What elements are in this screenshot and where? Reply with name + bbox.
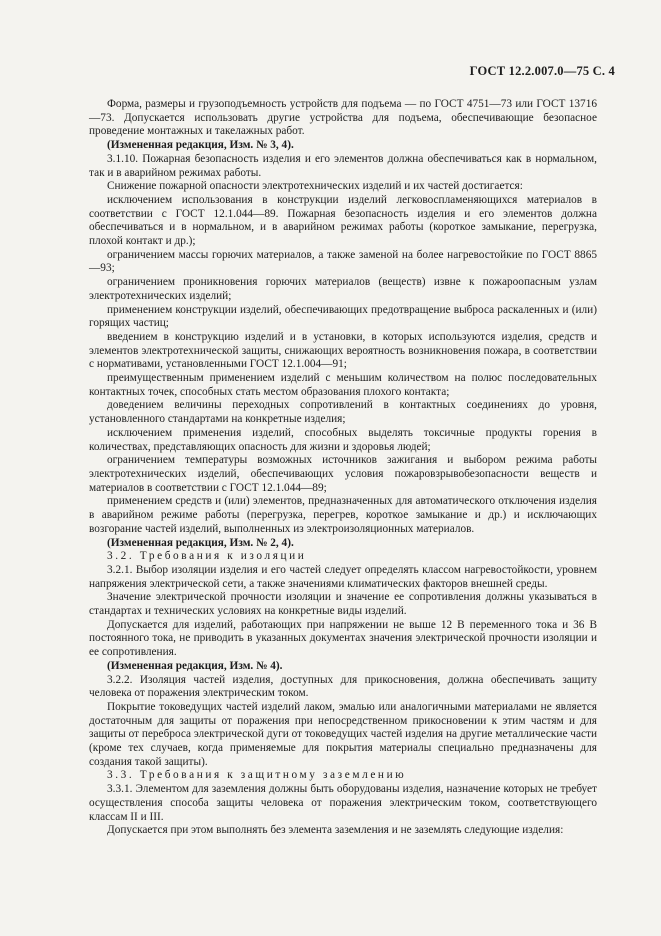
document-body bbox=[89, 98, 597, 838]
paragraph: Допускается при этом выполнять без элемента заземления и не заземлять следующие изделия: bbox=[107, 824, 564, 837]
amendment-note: (Измененная редакция, Изм. № 2, 4). bbox=[107, 536, 294, 549]
amendment-note: (Измененная редакция, Изм. № 4). bbox=[107, 659, 283, 672]
list-item: исключением применения изделий, способных выделять токсичные продукты горения в количествах, представляющих опасность для жизни и здоровья людей; bbox=[89, 426, 597, 453]
section-heading: 3.3. Требования к защитному заземлению bbox=[107, 769, 407, 782]
list-item: преимущественным применением изделий с меньшим количеством на полюс последовательных контактных точек, способных стать местом образования плохого контакта; bbox=[89, 372, 597, 398]
list-item: доведением величины переходных сопротивлений в контактных соединениях до уровня, установленного стандартами на конкретные изделия; bbox=[89, 399, 597, 426]
list-item: применением конструкции изделий, обеспечивающих предотвращение выброса раскаленных и (или) горящих частиц; bbox=[89, 303, 597, 330]
list-item: исключением использования в конструкции изделий легковоспламеняющихся материалов в соответствии с ГОСТ 12.1.044—89. Пожарная безопасность изделия и его элементов должна обеспечиваться и в нормальном, и в аварийном режимах работы (короткое замыкание, перегрузка, плохой контакт и др.); bbox=[89, 193, 597, 248]
page-header: ГОСТ 12.2.007.0—75 С. 4 bbox=[469, 64, 615, 78]
paragraph: 3.2.2. Изоляция частей изделия, доступных для прикосновения, должна обеспечивать защиту человека от поражения электрическим током. bbox=[89, 673, 597, 700]
paragraph: Снижение пожарной опасности электротехнических изделий и их частей достигается: bbox=[107, 180, 523, 193]
paragraph: Покрытие токоведущих частей изделий лаком, эмалью или аналогичными материалами не является достаточным для защиты от поражения при непосредственном прикосновении к этим частям и для защиты от переброса электрической дуги от токоведущих частей изделия на другие металлические части (кроме тех случаев, когда применяемые для покрытия материалы специально предназначены для создания такой защиты). bbox=[89, 700, 597, 768]
paragraph: 3.2.1. Выбор изоляции изделия и его частей следует определять классом нагревостойкости, уровнем напряжения электрической сети, а также значениями климатических факторов внешней среды. bbox=[89, 563, 597, 590]
paragraph: 3.1.10. Пожарная безопасность изделия и его элементов должна обеспечиваться как в нормальном, так и в аварийном режимах работы. bbox=[89, 152, 597, 179]
paragraph: Допускается для изделий, работающих при напряжении не выше 12 В переменного тока и 36 В постоянного тока, не приводить в указанных документах значения электрической прочности изоляции и ее сопротивления. bbox=[89, 618, 597, 659]
amendment-note: (Измененная редакция, Изм. № 3, 4). bbox=[107, 139, 294, 152]
paragraph: 3.3.1. Элементом для заземления должны быть оборудованы изделия, назначение которых не требует осуществления способа защиты человека от поражения электрическим током, соответствующего классам II и III. bbox=[89, 783, 597, 823]
list-item: ограничением температуры возможных источников зажигания и выбором режима работы электротехнических изделий, обеспечивающих условия пожаровзрывобезопасности веществ и материалов в соответствии с ГОСТ 12.1.044—89; bbox=[89, 454, 597, 494]
paragraph: Форма, размеры и грузоподъемность устройств для подъема — по ГОСТ 4751—73 или ГОСТ 13716—73. Допускается использовать другие устройства для подъема, обеспечивающие безопасное проведение монтажных и такелажных работ. bbox=[89, 98, 597, 138]
list-item: ограничением проникновения горючих материалов (веществ) извне к пожароопасным узлам электротехнических изделий; bbox=[89, 276, 597, 302]
list-item: применением средств и (или) элементов, предназначенных для автоматического отключения изделия в аварийном режиме работы (перегрузка, перегрев, короткое замыкание и др.) и исключающих возгорание частей изделий, выполненных из электроизоляционных материалов. bbox=[89, 495, 597, 535]
list-item: ограничением массы горючих материалов, а также заменой на более нагревостойкие по ГОСТ 8865—93; bbox=[89, 248, 597, 275]
paragraph: Значение электрической прочности изоляции и значение ее сопротивления должны указываться в стандартах и технических условиях на конкретные виды изделий. bbox=[89, 591, 597, 618]
section-heading: 3.2. Требования к изоляции bbox=[107, 550, 307, 563]
list-item: введением в конструкцию изделий и в установки, в которых используются изделия, средств и элементов электротехнической защиты, снижающих вероятность возникновения пожара, в соответствии с нормативами, установленными ГОСТ 12.1.004—91; bbox=[89, 330, 597, 371]
